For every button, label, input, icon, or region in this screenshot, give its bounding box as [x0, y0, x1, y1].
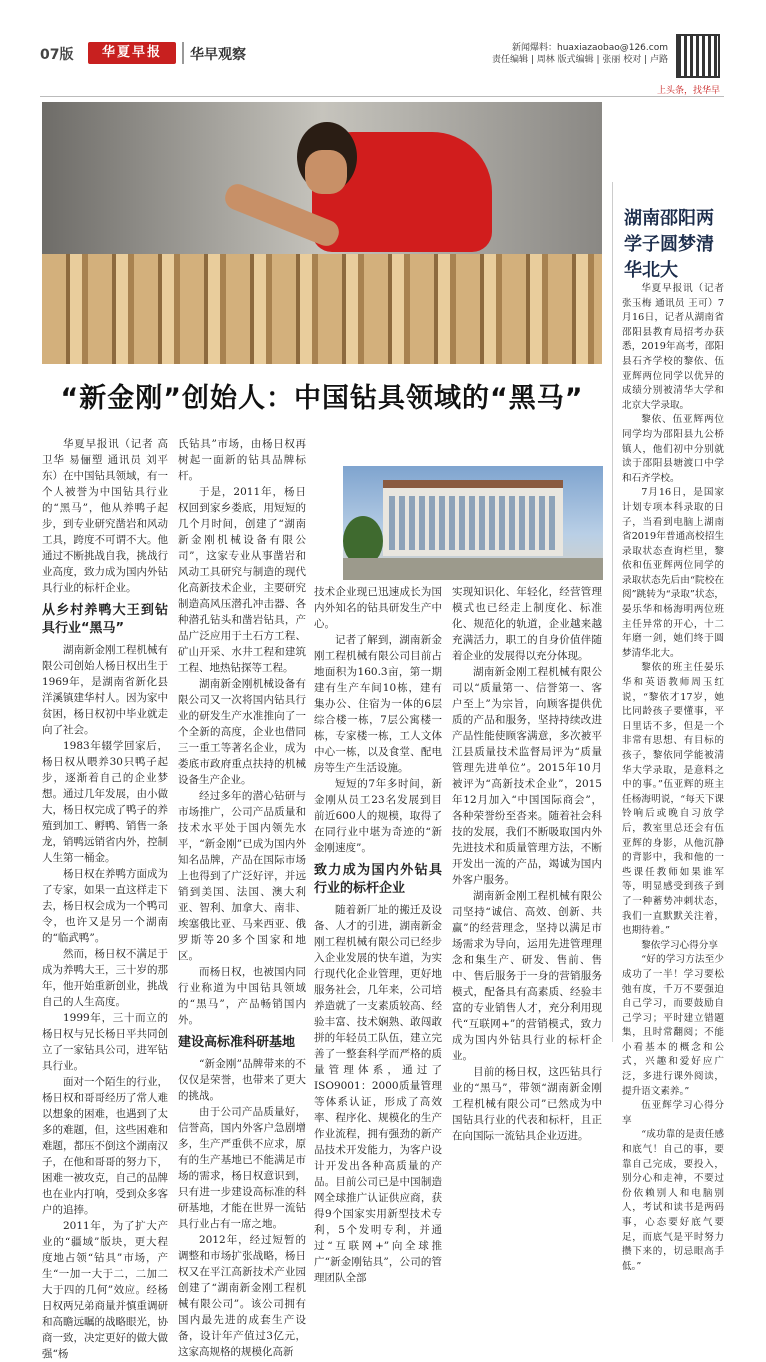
page-number: 07版: [40, 47, 74, 63]
paragraph: 目前的杨日权，这匹钻具行业的“黑马”，带领“湖南新金刚工程机械有限公司”已然成为中国钻具行业的代表和标杆，且正在向国际一流钻具企业迈进。: [452, 1066, 602, 1142]
slogan: 上头条，找华早: [656, 86, 720, 96]
paragraph: 湖南新金刚工程机械有限公司坚持“诚信、高效、创新、共赢”的经营理念，坚持以满足市场需求为导向，运用先进管理理念和集生产、研发、售前、售中、售后服务于一身的营销服务模式，配备具有高素质、经验丰富的专业销售人才，充分利用现代“互联网+”的营销模式，致力成为国内外钻具行业的标杆企业。: [452, 890, 602, 1062]
paragraph: 湖南新金刚工程机械有限公司创始人杨日权出生于1969年，是湖南省新化县洋溪镇建华村人。因为家中贫困，杨日权初中毕业就走向了社会。: [42, 644, 168, 736]
headline: “新金刚”创始人：中国钻具领域的“黑马”: [60, 383, 584, 414]
side-headline: 湖南邵阳两学子圆梦清华北大: [624, 208, 714, 281]
paragraph: 短短的7年多时间，新金刚从员工23名发展到目前近600人的规模，取得了在同行业中堪为奇迹的“新金刚速度”。: [314, 778, 442, 854]
paragraph: 1999年，三十而立的杨日权与兄长杨日平共同创立了一家钻具公司，进军钻具行业。: [42, 1012, 168, 1072]
paragraph: 2011年，为了扩大产业的“疆域”版块，更大程度地占领“钻具”市场，产生“一加一大于二，二加二大于四的几何”效应。经杨日权两兄弟商量并慎重调研和高瞻远瞩的战略眼光，协商一致，决定更好的做大做强“杨: [42, 1220, 168, 1360]
paragraph: 由于公司产品质量好，信誉高，国内外客户急剧增多，生产严重供不应求，原有的生产基地已不能满足市场的需求，杨日权意识到，只有进一步建设高标准的科研基地，才能在世界一流钻具行业占有一席之地。: [178, 1106, 306, 1230]
subheading: 建设高标准科研基地: [178, 1035, 296, 1050]
article-column-2: [178, 436, 306, 1360]
article-column-3: [314, 584, 442, 1286]
header-divider: [182, 42, 184, 64]
page-header: [40, 38, 720, 96]
paragraph: 经过多年的潜心钻研与市场推广，公司产品质量和技术水平处于国内领先水平，“新金刚”已成为国内外知名品牌，产品在国际市场上也得到了广泛好评，并远销到美国、法国、澳大利亚、智利、加拿大、南非、埃塞俄比亚、马来西亚、俄罗斯等20多个国家和地区。: [178, 790, 306, 962]
subheading: 致力成为国内外钻具行业的标杆企业: [314, 863, 442, 896]
paragraph: 实现知识化、年轻化，经营管理模式也已经走上制度化、标准化、规范化的轨道，企业越来越充满活力，职工的自身价值伴随着企业的发展得以充分体现。: [452, 586, 602, 662]
paragraph: 黎依的班主任晏乐华和英语教师周玉红说，“黎依才17岁，她比同龄孩子要懂事，平日里话不多，但是一个非常有思想、有目标的孩子，黎依同学能被清华大学录取，是意料之中的事。”伍亚辉的班主任杨海明说，“每天下课铃响后或晚自习放学后，教室里总还会有伍亚辉的身影，从他沉静的背影中，我和他的一些课任教师如果谁军等，明显感受到孩子到了一种蓄势冲刺状态，我们一直默默关注着，也期待着。”: [622, 662, 724, 937]
paragraph: “新金刚”品牌带来的不仅仅是荣誉，也带来了更大的挑战。: [178, 1058, 306, 1102]
paper-logo: 华夏早报: [88, 42, 176, 64]
paragraph: 湖南新金刚工程机械有限公司以“质量第一、信誉第一、客户至上”为宗旨，向顾客提供优质的产品和服务，坚持持续改进产品性能使顾客满意，多次被平江县质量技术监督局评为“质量管理先进单位”。2015年10月被评为“高新技术企业”，2015年12月加入“中国国际商会”，各种荣誉纷至沓来。随着社会科技的发展，我们不断吸取国内外先进技术和质量管理方法，不断开发出一流的产品，竭诚为国内外客户服务。: [452, 666, 602, 886]
paragraph: 华夏早报讯（记者 张玉梅 通讯员 王可）7月16日，记者从湖南省邵阳县教育局招考办获悉，2019年高考，邵阳县石齐学校的黎依、伍亚辉两位同学以优异的成绩分别被清华大学和北京大学录取。: [622, 283, 724, 411]
paragraph: 面对一个陌生的行业，杨日权和哥哥经历了常人难以想象的困难，也遇到了太多的难题，但，这些困难和难题，都压不倒这个湖南汉子，在他和哥哥的努力下，困难一被攻克，自己的品牌也在业内打响，受到众多客户的追捧。: [42, 1076, 168, 1216]
paragraph: 湖南新金刚机械设备有限公司又一次将国内钻具行业的研发生产水准推向了一个全新的高度，企业也借同三一重工等著名企业，成为娄底市政府重点扶持的机械设备生产企业。: [178, 678, 306, 786]
paragraph: “成功靠的是责任感和底气！自己的事，要靠自己完成，要投入，别分心和走神，不要过份依赖别人和电脑别人，考试和读书是两码事，心态要好底气要足，而底气是平时努力攒下来的，切忌眼高手低。”: [622, 1129, 724, 1272]
paragraph: “好的学习方法至少成功了一半！学习要松弛有度，千万不要强迫自己学习，而要鼓励自己学习；平时建立错题集，且时常翻阅；不能小看基本的概念和公式，兴趣和爱好应广泛，多进行课外阅读，提升语文素养。”: [622, 954, 724, 1097]
paragraph: 华夏早报讯（记者 高卫华 易俪塑 通讯员 刘平东）在中国钻具领域，有一个人被誉为中国钻具行业的“黑马”，他从养鸭子起步，到专业研究凿岩和风动工具，跨度不可谓不大。他通过不断挑战自我，挑战行业高度，致力成为国内外钻具行业的标杆企业。: [42, 438, 168, 594]
lead-photo: [42, 102, 602, 364]
paragraph: 然而，杨日权不满足于成为养鸭大王，三十岁的那年，他开始重新创业，挑战自己的人生高度。: [42, 948, 168, 1008]
header-rule: [40, 96, 724, 97]
factory-photo: [343, 466, 603, 580]
paragraph: 2012年，经过短暂的调整和市场扩张战略，杨日权又在平江高新技术产业园创建了“湖南新金刚工程机械有限公司”。该公司拥有国内最先进的成套生产设备，设计年产值过3亿元，这家高规格的规模化高新: [178, 1234, 306, 1358]
article-column-4: [452, 584, 602, 1144]
subheading: 伍亚辉学习心得分享: [622, 1100, 724, 1126]
paragraph: 氏钻具”市场，由杨日权再树起一面新的钻具品牌标杆。: [178, 438, 306, 482]
paragraph: 技术企业现已迅速成长为国内外知名的钻具研发生产中心。: [314, 586, 442, 630]
side-article: [622, 282, 724, 1274]
section-name: 华早观察: [190, 47, 246, 63]
paragraph: 7月16日，是国家计划专项本科录取的日子，当看到电脑上湖南省2019年普通高校招生录取状态查询栏里，黎依和伍亚辉两位同学的录取状态先后由“院校在阅”跳转为“录取”状态，晏乐华和杨海明两位班主任异常的开心，十二年磨一剑，她们终于圆梦清华北大。: [622, 487, 724, 659]
paragraph: 于是，2011年，杨日权回到家乡娄底，用短短的几个月时间，创建了“湖南新金刚机械设备有限公司”，这家专业从事凿岩和风动工具研究与制造的现代化高新技术企业，主要研究制造高风压潜孔冲击器、各种潜孔钻头和凿岩钻具，产品广泛应用于土石方工程、矿山开采、水井工程和建筑工程、地热钻探等工程。: [178, 486, 306, 674]
paragraph: 随着新厂址的搬迁及设备、人才的引进，湖南新金刚工程机械有限公司已经步入企业发展的快车道，为实行现代化企业管理，更好地服务社会，几年来，公司培养造就了一支素质较高、经验丰富、技术娴熟、敢闯敢拼的年轻员工队伍，建立完善了一整套科学而严格的质量管理体系，通过了ISO9001：2000质量管理等体系认证，形成了高效率、程序化、规模化的生产作业流程，拥有强劲的新产品技术开发能力，为客户设计开发出各种高质量的产品。目前公司已是中国制造网全球推广认证供应商，获得9个国家实用新型技术专利，5个发明专利，并通过“互联网+”向全球推广“新金刚钻具”，公司的管理团队全部: [314, 904, 442, 1284]
subheading: 从乡村养鸭大王到钻具行业“黑马”: [42, 603, 168, 636]
paragraph: 黎依、伍亚辉两位同学均为邵阳县九公桥镇人，他们初中分别就读于邵阳县塘渡口中学和石齐学校。: [622, 414, 724, 484]
paragraph: 杨日权在养鸭方面成为了专家，如果一直这样走下去，杨日权会成为一个鸭司令，也许又是另一个湖南的“临武鸭”。: [42, 868, 168, 944]
paragraph: 记者了解到，湖南新金刚工程机械有限公司目前占地面积为160.3亩，第一期建有生产车间10栋，建有集办公、住宿为一体的6层综合楼一栋，7层公寓楼一栋，专家楼一栋，工人文体中心一栋，以及食堂、配电房等生产生活设施。: [314, 634, 442, 774]
paragraph: 1983年辍学回家后，杨日权从喂养30只鸭子起步，逐渐着自己的企业梦想。通过几年发展，由小做大，杨日权完成了鸭子的养殖到加工、孵鸭、销售一条龙，销鸭远销省内外，控制人生第一桶金。: [42, 740, 168, 864]
column-divider: [612, 182, 613, 1042]
subheading: 黎依学习心得分享: [641, 939, 718, 951]
contact-info: 新闻爆料：huaxiazaobao@126.com: [511, 43, 668, 53]
editor-credits: 责任编辑 | 周林 版式编辑 | 张丽 校对 | 卢路: [492, 55, 668, 65]
paragraph: 而杨日权，也被国内同行业称道为中国钻具领域的“黑马”，产品畅销国内外。: [178, 966, 306, 1026]
article-column-1: [42, 436, 168, 1362]
qr-code-icon: [676, 34, 720, 78]
